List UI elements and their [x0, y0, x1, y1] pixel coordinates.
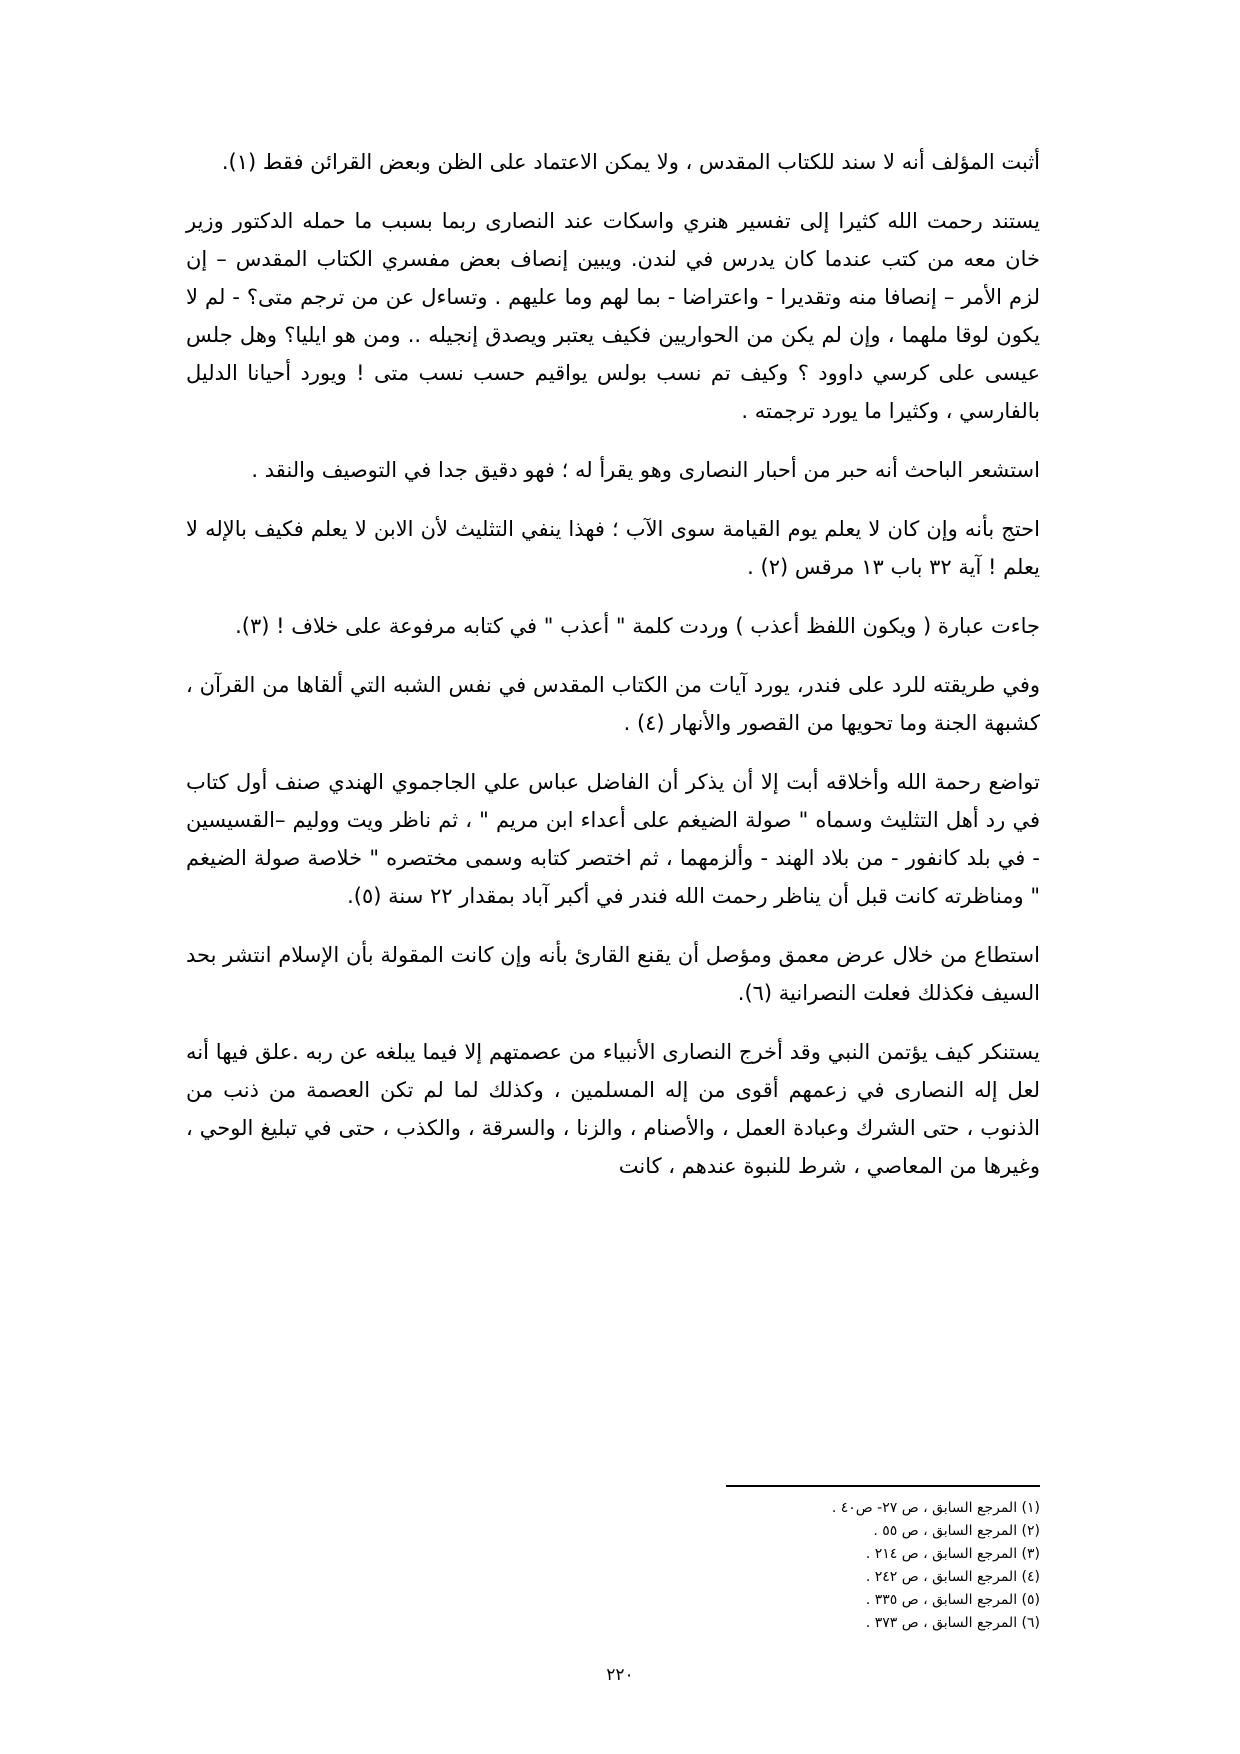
paragraph: وفي طريقته للرد على فندر، يورد آيات من الكتاب المقدس في نفس الشبه التي ألقاها من القرآن ، كشبهة الجنة وما تحويها من القصور والأنهار (٤) . — [186, 673, 1040, 735]
page-number: ٢٢٠ — [606, 1665, 634, 1685]
paragraph: استشعر الباحث أنه حبر من أحبار النصارى وهو يقرأ له ؛ فهو دقيق جدا في التوصيف والنقد . — [251, 458, 1040, 482]
footnote: (٦) المرجع السابق ، ص ٣٧٣ . — [865, 1615, 1040, 1631]
paragraph: جاءت عبارة ( ويكون اللفظ أعذب ) وردت كلمة " أعذب " في كتابه مرفوعة على خلاف ! (٣). — [235, 614, 1040, 638]
paragraph: احتج بأنه وإن كان لا يعلم يوم القيامة سوى الآب ؛ فهذا ينفي التثليث لأن الابن لا يعلم فكيف بالإله لا يعلم ! آية ٣٢ باب ١٣ مرقس (٢) . — [186, 517, 1040, 579]
footnote: (١) المرجع السابق ، ص ٢٧- ص٤٠ . — [831, 1500, 1040, 1516]
paragraph: يستنكر كيف يؤتمن النبي وقد أخرج النصارى الأنبياء من عصمتهم إلا فيما يبلغه عن ربه .علق فيها أنه لعل إله النصارى في زعمهم أقوى من إله المسلمين ، وكذلك لما لم تكن العصمة من ذنب من الذنوب ، حتى الشرك وعبادة العمل ، والأصنام ، والزنا ، والسرقة ، والكذب ، حتى في تبليغ الوحي ، وغيرها من المعاصي ، شرط للنبوة عندهم ، كانت — [186, 1040, 1040, 1178]
paragraph: استطاع من خلال عرض معمق ومؤصل أن يقنع القارئ بأنه وإن كانت المقولة بأن الإسلام انتشر بحد السيف فكذلك فعلت النصرانية (٦). — [186, 943, 1040, 1005]
footnotes — [726, 1497, 1040, 1635]
paragraph: يستند رحمت الله كثيرا إلى تفسير هنري واسكات عند النصارى ربما بسبب ما حمله الدكتور وزير خان معه من كتب عندما كان يدرس في لندن. ويبين إنصاف بعض مفسري الكتاب المقدس – إن لزم الأمر – إنصافا منه وتقديرا - واعتراضا - بما لهم وما عليهم . وتساءل عن من ترجم متى؟ - لم لا يكون لوقا ملهما ، وإن لم يكن من الحواريين فكيف يعتبر ويصدق إنجيله .. ومن هو ايليا؟ وهل جلس عيسى على كرسي داوود ؟ وكيف تم نسب بولس يواقيم حسب نسب متى ! ويورد أحيانا الدليل بالفارسي ، وكثيرا ما يورد ترجمته . — [186, 209, 1040, 423]
body-text — [186, 143, 1040, 1206]
footnote: (٤) المرجع السابق ، ص ٢٤٢ . — [865, 1569, 1040, 1585]
paragraph: تواضع رحمة الله وأخلاقه أبت إلا أن يذكر أن الفاضل عباس علي الجاجموي الهندي صنف أول كتاب في رد أهل التثليث وسماه " صولة الضيغم على أعداء ابن مريم " ، ثم ناظر ويت ووليم –القسيسين - في بلد كانفور - من بلاد الهند - وألزمهما ، ثم اختصر كتابه وسمى مختصره " خلاصة صولة الضيغم " ومناظرته كانت قبل أن يناظر رحمت الله فندر في أكبر آباد بمقدار ٢٢ سنة (٥). — [186, 770, 1040, 908]
footnote: (٣) المرجع السابق ، ص ٢١٤ . — [865, 1546, 1040, 1562]
footnote: (٢) المرجع السابق ، ص ٥٥ . — [873, 1523, 1040, 1539]
footnote-separator — [726, 1485, 1040, 1487]
footnote: (٥) المرجع السابق ، ص ٣٣٥ . — [865, 1592, 1040, 1608]
paragraph: أثبت المؤلف أنه لا سند للكتاب المقدس ، ولا يمكن الاعتماد على الظن وبعض القرائن فقط (١). — [221, 150, 1040, 174]
